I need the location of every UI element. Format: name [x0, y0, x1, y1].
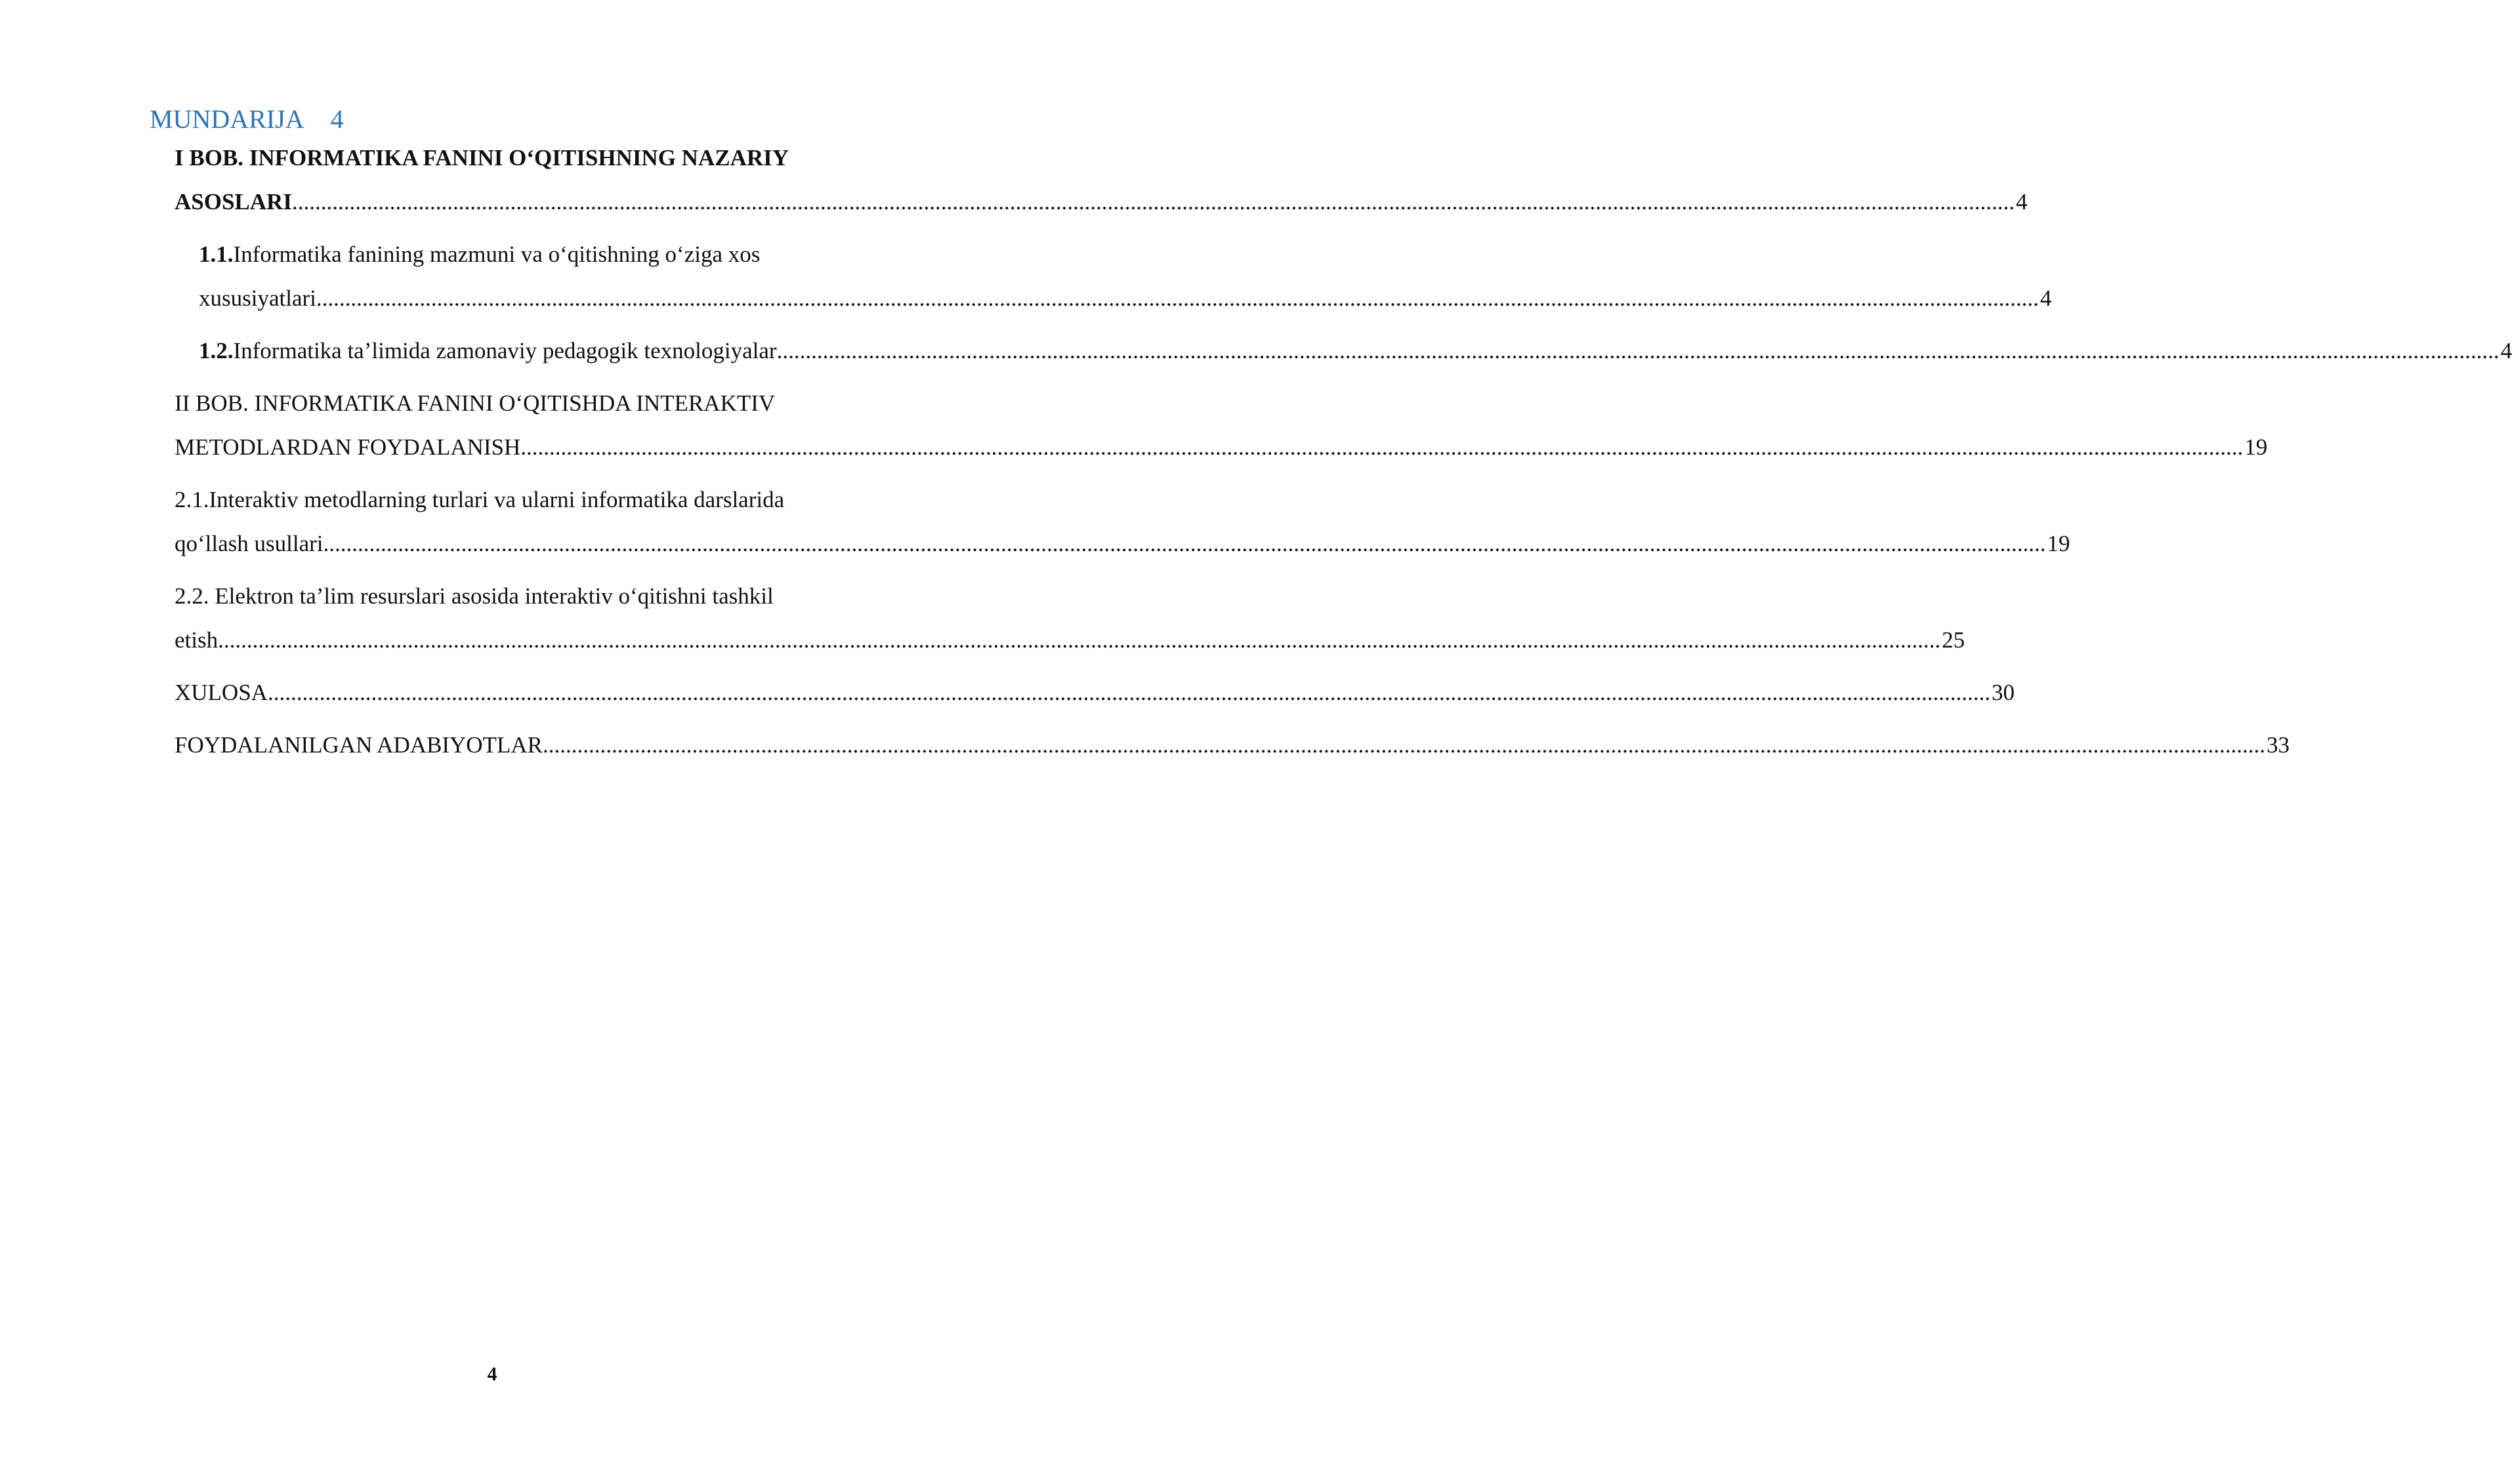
toc-entry-text-cont: qo‘llash usullari	[175, 531, 324, 556]
toc-heading	[150, 100, 344, 139]
toc-entry-page: 33	[2266, 732, 2290, 758]
toc-entry-page: 4	[2500, 338, 2512, 363]
dot-leader: ............................................................................................................................................................................................................................................................................................................	[542, 732, 2265, 758]
dot-leader: ............................................................................................................................................................................................................................................................................................................	[267, 680, 1990, 705]
toc-entry-page: 30	[1991, 680, 2015, 705]
dot-leader: ............................................................................................................................................................................................................................................................................................................	[316, 285, 2039, 311]
toc-entry-section-1-1[interactable]	[199, 232, 2052, 320]
toc-entry-page: 19	[2047, 531, 2070, 556]
toc-entry-text: I BOB. INFORMATIKA FANINI O‘QITISHNING NAZARIY	[175, 145, 789, 171]
toc-entry-page: 4	[2040, 285, 2052, 311]
toc-entry-text-cont: xususiyatlari	[199, 285, 316, 311]
toc-entry-xulosa[interactable]	[175, 670, 2015, 714]
toc-entry-text-cont: ASOSLARI	[175, 189, 292, 215]
toc-entry-page: 19	[2244, 434, 2268, 460]
section-number: 1.2.	[199, 338, 234, 363]
toc-entry-section-2-2[interactable]	[175, 574, 1965, 662]
dot-leader: ............................................................................................................................................................................................................................................................................................................	[520, 434, 2244, 460]
toc-entry-text: Informatika fanining mazmuni va o‘qitishning o‘ziga xos	[233, 241, 761, 267]
dot-leader: ............................................................................................................................................................................................................................................................................................................	[323, 531, 2046, 556]
toc-entry-text: II BOB. INFORMATIKA FANINI O‘QITISHDA INTERAKTIV	[175, 390, 776, 416]
toc-entry-adabiyotlar[interactable]	[175, 723, 2290, 767]
toc-entry-text: Informatika ta’limida zamonaviy pedagogik texnologiyalar	[233, 338, 777, 363]
toc-entry-text: XULOSA	[175, 680, 268, 705]
toc-entry-text: 2.2. Elektron ta’lim resurslari asosida interaktiv o‘qitishni tashkil	[175, 583, 774, 609]
toc-entry-section-2-1[interactable]	[175, 478, 2070, 566]
toc-entry-page: 25	[1942, 627, 1965, 653]
toc-heading-page: 4	[330, 104, 344, 134]
toc-entry-chapter-2[interactable]	[175, 381, 2268, 469]
table-of-contents	[175, 136, 2512, 767]
toc-entry-page: 4	[2015, 189, 2028, 215]
dot-leader: ............................................................................................................................................................................................................................................................................................................	[776, 338, 2500, 363]
toc-entry-section-1-2[interactable]	[199, 329, 2512, 373]
dot-leader: ............................................................................................................................................................................................................................................................................................................	[218, 627, 1941, 653]
toc-entry-chapter-1[interactable]	[175, 136, 2028, 224]
section-number: 1.1.	[199, 241, 234, 267]
dot-leader: ............................................................................................................................................................................................................................................................................................................	[291, 189, 2015, 215]
toc-entry-text: 2.1.Interaktiv metodlarning turlari va ularni informatika darslarida	[175, 487, 785, 512]
toc-heading-text: MUNDARIJA	[150, 104, 304, 134]
page-number: 4	[487, 1363, 497, 1385]
toc-entry-text-cont: METODLARDAN FOYDALANISH	[175, 434, 521, 460]
toc-entry-text: FOYDALANILGAN ADABIYOTLAR	[175, 732, 543, 758]
toc-entry-text-cont: etish	[175, 627, 219, 653]
